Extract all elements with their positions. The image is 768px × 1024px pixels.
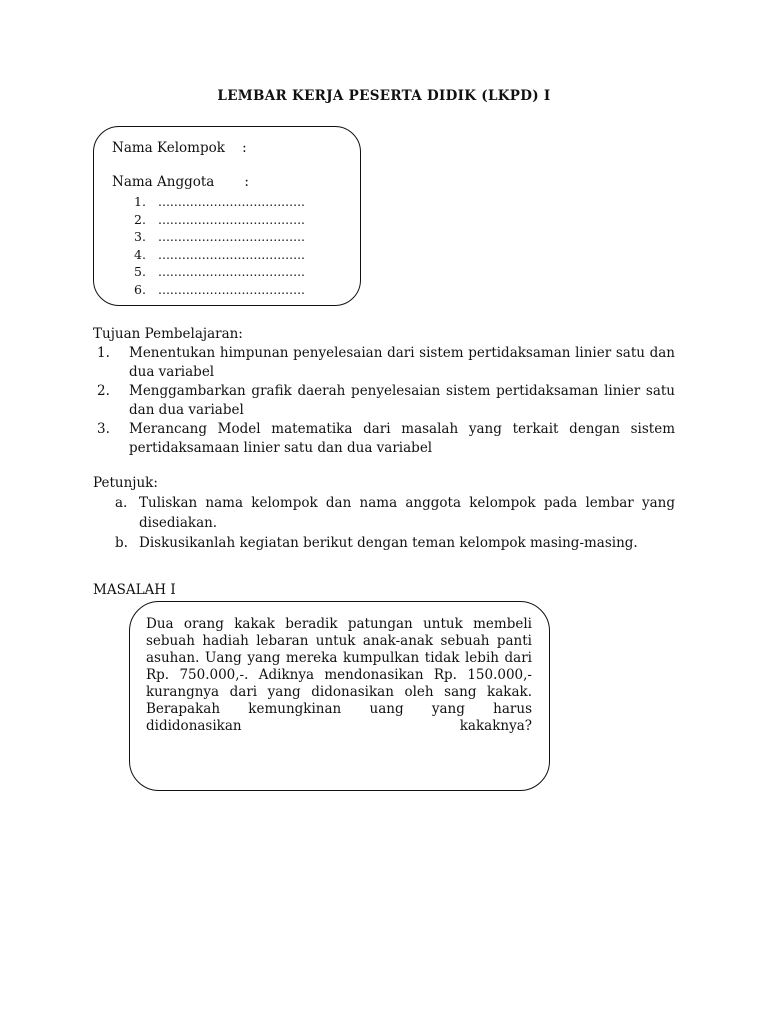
instruction-text: Diskusikanlah kegiatan berikut dengan teman kelompok masing-masing.	[139, 535, 638, 551]
member-number: 6.	[134, 281, 146, 297]
member-number: 2.	[134, 211, 146, 227]
problem-text: Dua orang kakak beradik patungan untuk membeli sebuah hadiah lebaran untuk anak-anak sebuah panti asuhan. Uang yang mereka kumpulkan tidak lebih dari Rp. 750.000,-. Adiknya mendonasikan Rp. 150.000,- kurangnya dari yang didonasikan oleh sang kakak. Berapakah kemungkinan uang yang harus dididonasikan kakaknya?	[146, 616, 532, 734]
objective-text: Menentukan himpunan penyelesaian dari sistem pertidaksaman linier satu dan dua variabel	[129, 345, 675, 380]
member-list	[134, 193, 305, 298]
objectives-list	[93, 344, 675, 458]
member-blank: .....................................	[158, 264, 306, 279]
member-number: 3.	[134, 229, 146, 244]
objective-number: 3.	[97, 421, 110, 437]
instruction-text: Tuliskan nama kelompok dan nama anggota kelompok pada lembar yang disediakan.	[139, 495, 675, 531]
member-row[interactable]	[134, 263, 305, 281]
objective-text: Menggambarkan grafik daerah penyelesaian sistem pertidaksaman linier satu dan dua variabel	[129, 383, 675, 418]
member-number: 4.	[134, 246, 146, 262]
member-row[interactable]	[134, 211, 305, 229]
instructions-section	[93, 474, 675, 553]
objective-number: 1.	[97, 345, 110, 361]
problem-heading: MASALAH I	[93, 582, 176, 598]
member-row[interactable]	[134, 281, 305, 299]
objective-item	[93, 382, 675, 420]
member-row[interactable]	[134, 228, 305, 246]
member-blank: .....................................	[158, 229, 306, 244]
instruction-item	[93, 533, 675, 553]
member-blank: .....................................	[158, 194, 306, 209]
objective-item	[93, 420, 675, 458]
objective-item	[93, 344, 675, 382]
instructions-heading: Petunjuk:	[93, 475, 158, 491]
member-blank: .....................................	[158, 211, 306, 227]
objectives-section	[93, 325, 675, 458]
member-blank: .....................................	[158, 281, 306, 297]
group-identity-box	[93, 126, 361, 306]
member-blank: .....................................	[158, 246, 306, 262]
objective-number: 2.	[97, 383, 110, 399]
group-name-label: Nama Kelompok :	[112, 140, 247, 156]
page-title: LEMBAR KERJA PESERTA DIDIK (LKPD) I	[217, 88, 551, 104]
instruction-letter: b.	[115, 535, 128, 551]
instruction-letter: a.	[115, 495, 128, 511]
instruction-item	[93, 493, 675, 533]
problem-box	[129, 601, 550, 791]
member-number: 1.	[134, 194, 146, 209]
member-number: 5.	[134, 264, 146, 279]
objectives-heading: Tujuan Pembelajaran:	[93, 326, 243, 342]
member-row[interactable]	[134, 246, 305, 264]
instructions-list	[93, 493, 675, 553]
objective-text: Merancang Model matematika dari masalah yang terkait dengan sistem pertidaksamaan linier satu dan dua variabel	[129, 421, 675, 456]
members-label: Nama Anggota :	[112, 174, 249, 190]
member-row[interactable]	[134, 193, 305, 211]
